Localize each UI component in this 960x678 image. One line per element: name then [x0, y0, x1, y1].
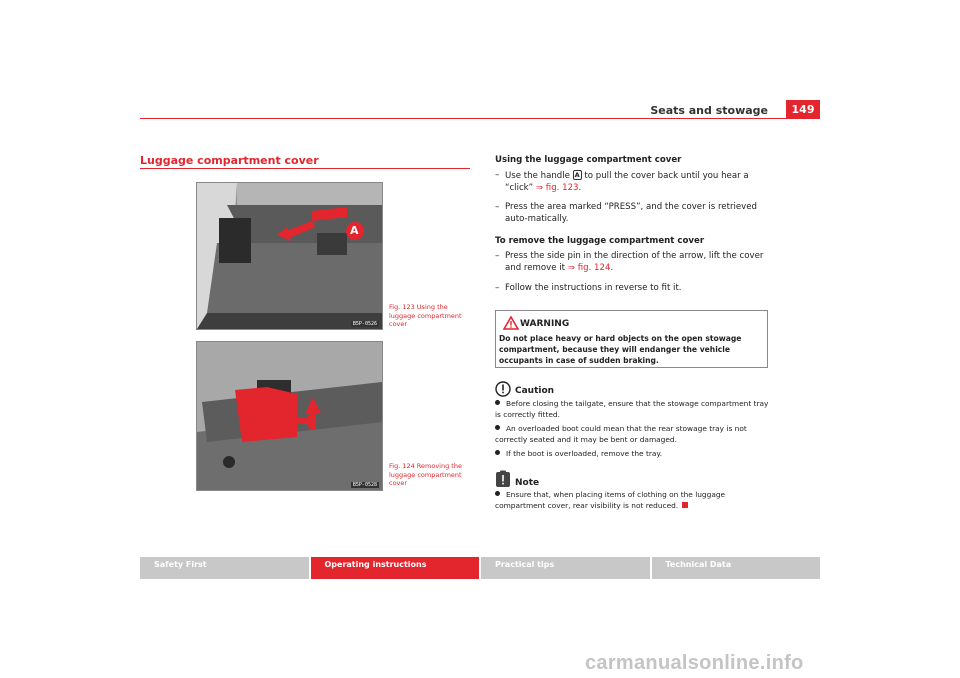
- subheading-using: Using the luggage compartment cover: [495, 155, 682, 165]
- caution-item: [495, 399, 770, 420]
- step-text: Follow the instructions in reverse to fit it.: [505, 283, 682, 293]
- step-dash: –: [495, 283, 500, 293]
- page-number: 149: [786, 100, 820, 119]
- caution-exclamation-icon: [495, 381, 511, 401]
- step-text: .: [610, 262, 614, 273]
- step-text: Press the side pin in the direction of the arrow, lift the cover and remove it: [505, 251, 764, 273]
- bullet-icon: [495, 400, 500, 405]
- instruction-step: [495, 202, 770, 225]
- note-item-text: Ensure that, when placing items of clothing on the luggage compartment cover, rear visibility is not reduced.: [495, 490, 726, 510]
- watermark: carmanualsonline.info: [585, 652, 804, 674]
- warning-text: Do not place heavy or hard objects on the open stowage compartment, because they will endanger the vehicle occupants in case of sudden braking.: [499, 334, 742, 365]
- caution-item-text: If the boot is overloaded, remove the tray.: [506, 449, 663, 458]
- note-clipboard-icon: [495, 470, 511, 492]
- bullet-icon: [495, 425, 500, 430]
- caution-item-text: An overloaded boot could mean that the rear stowage tray is not correctly seated and it may be bent or damaged.: [495, 424, 747, 444]
- figure-123-caption: Fig. 123 Using the luggage compartment cover: [389, 303, 462, 328]
- note-item: [495, 490, 770, 511]
- step-text: .: [578, 182, 582, 193]
- instruction-step: [495, 283, 770, 295]
- warning-title: WARNING: [520, 319, 570, 329]
- step-text: to pull the cover back until you hear a “click”: [505, 171, 749, 193]
- figure-code: B5P-0528: [352, 482, 377, 488]
- end-of-section-mark: [682, 502, 688, 508]
- tab-technical-data[interactable]: Technical Data: [652, 557, 821, 579]
- step-dash: –: [495, 251, 500, 261]
- step-text: Use the handle: [505, 171, 570, 181]
- figure-reference-link[interactable]: ⇒ fig. 123: [535, 182, 579, 193]
- caution-item: [495, 424, 770, 445]
- running-header-title: Seats and stowage: [650, 104, 768, 117]
- caution-item-text: Before closing the tailgate, ensure that the stowage compartment tray is correctly fitted.: [495, 399, 769, 419]
- caution-title: Caution: [515, 386, 555, 396]
- instruction-step: [495, 170, 770, 194]
- figure-124-image: [196, 341, 383, 491]
- caution-item: [495, 449, 770, 460]
- bullet-icon: [495, 491, 500, 496]
- section-title: Luggage compartment cover: [140, 154, 319, 167]
- figure-code: B5P-0526: [352, 321, 377, 327]
- tab-practical-tips[interactable]: Practical tips: [481, 557, 650, 579]
- tab-safety-first[interactable]: Safety First: [140, 557, 309, 579]
- header-rule: [140, 118, 820, 119]
- tab-operating-instructions[interactable]: Operating instructions: [311, 557, 480, 579]
- figure-124-caption: Fig. 124 Removing the luggage compartment cover: [389, 462, 462, 487]
- step-dash: –: [495, 170, 500, 180]
- step-dash: –: [495, 202, 500, 212]
- note-title: Note: [515, 478, 540, 488]
- subheading-remove: To remove the luggage compartment cover: [495, 236, 705, 246]
- bullet-icon: [495, 450, 500, 455]
- step-text: Press the area marked “PRESS”, and the cover is retrieved auto-matically.: [505, 202, 757, 224]
- figure-123-image: [196, 182, 383, 330]
- figure-reference-link[interactable]: ⇒ fig. 124: [567, 262, 611, 273]
- warning-triangle-icon: [503, 315, 519, 334]
- section-rule: [140, 168, 470, 169]
- instruction-step: [495, 251, 770, 274]
- footer-nav: [140, 557, 820, 579]
- label-a-badge: A: [574, 171, 580, 179]
- figure-label-a: A: [350, 224, 359, 237]
